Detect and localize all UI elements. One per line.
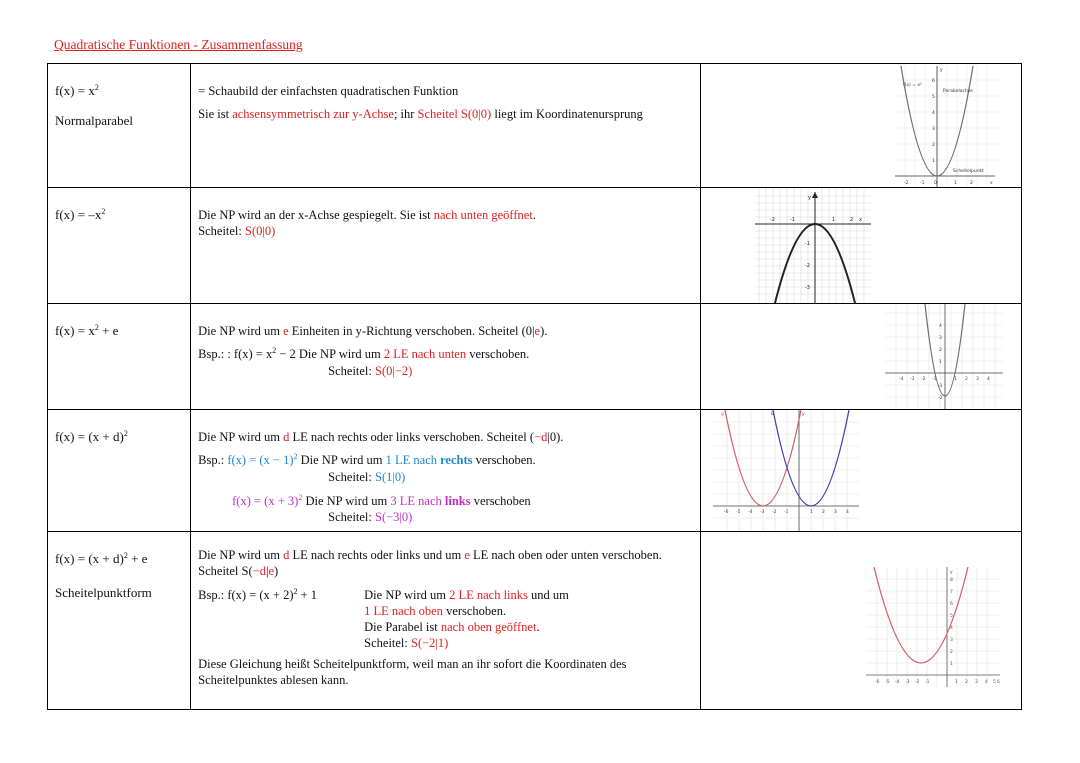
svg-text:3: 3 <box>833 510 837 515</box>
svg-text:4: 4 <box>986 377 990 382</box>
svg-text:-6: -6 <box>874 680 880 685</box>
formula: f(x) = x <box>55 83 95 98</box>
graph-cell <box>700 188 1021 304</box>
svg-text:-4: -4 <box>747 510 753 515</box>
table-row <box>48 64 1022 188</box>
normal-parabola-graph <box>895 64 998 187</box>
svg-text:x: x <box>989 181 993 186</box>
svg-text:-6: -6 <box>723 510 729 515</box>
svg-text:7: 7 <box>949 590 953 595</box>
svg-text:B: B <box>770 412 774 417</box>
exponent: 2 <box>123 551 128 560</box>
description-line: Die NP wird um d LE nach rechts oder links verschoben. Scheitel (−d|0). <box>198 430 564 444</box>
svg-text:-2: -2 <box>769 217 775 223</box>
svg-text:-1: -1 <box>783 510 789 515</box>
svg-text:3: 3 <box>938 336 942 341</box>
svg-text:5: 5 <box>949 614 953 619</box>
svg-text:3: 3 <box>949 638 953 643</box>
svg-text:1: 1 <box>953 377 957 382</box>
table-row <box>48 410 1022 532</box>
svg-text:-3: -3 <box>909 377 915 382</box>
svg-text:1: 1 <box>809 510 813 515</box>
svg-text:2: 2 <box>964 680 968 685</box>
svg-text:-2: -2 <box>771 510 777 515</box>
svg-text:2: 2 <box>964 377 968 382</box>
svg-text:2: 2 <box>938 348 942 353</box>
svg-text:4: 4 <box>949 626 953 631</box>
svg-text:-1: -1 <box>924 680 930 685</box>
svg-text:-1: -1 <box>931 377 937 382</box>
formula-tail: + e <box>98 323 119 338</box>
svg-text:2: 2 <box>969 181 973 186</box>
formula-cell <box>48 532 191 710</box>
horizontal-shift-graph <box>713 410 859 531</box>
description-cell <box>191 64 701 188</box>
graph-cell <box>700 532 1021 710</box>
inverted-parabola-graph <box>755 188 871 303</box>
description-line: Die NP wird um d LE nach rechts oder links und um e LE nach oben oder unten verschoben. Scheitel S(−d|e) <box>198 548 662 579</box>
svg-text:1: 1 <box>931 159 935 164</box>
svg-text:5: 5 <box>992 680 996 685</box>
description-cell <box>191 532 701 710</box>
svg-text:-2: -2 <box>914 680 920 685</box>
svg-text:8: 8 <box>949 578 953 583</box>
svg-text:6: 6 <box>996 680 1000 685</box>
svg-text:6: 6 <box>931 79 935 84</box>
svg-text:2: 2 <box>949 650 953 655</box>
graph-cell <box>700 64 1021 188</box>
example-line: Bsp.: $f(x) = (x - 1)^2$ Die NP wird um 1 LE nach rechts verschoben. <box>198 452 536 468</box>
svg-text:2: 2 <box>849 217 853 223</box>
svg-text:Scheitelpunkt: Scheitelpunkt <box>952 169 984 174</box>
svg-text:-2: -2 <box>920 377 926 382</box>
svg-text:1: 1 <box>938 360 942 365</box>
page-title: Quadratische Funktionen - Zusammenfassung <box>54 37 303 52</box>
svg-text:y: y <box>949 570 953 575</box>
example-block <box>198 586 694 651</box>
graph-cell <box>700 304 1021 410</box>
example-explanation: Die NP wird um 2 LE nach links und um 1 LE nach oben verschoben. Die Parabel ist nach oben geöffnet. Scheitel: S(−2|1) <box>364 587 569 651</box>
table-row <box>48 304 1022 410</box>
svg-text:3: 3 <box>974 680 978 685</box>
svg-text:-1: -1 <box>937 384 943 389</box>
formula: f(x) = (x + d) <box>55 551 124 566</box>
svg-text:y: y <box>939 68 943 73</box>
svg-text:0: 0 <box>933 181 937 186</box>
vertex-line: Scheitel: S(−3|0) <box>328 510 413 524</box>
svg-text:4: 4 <box>931 111 935 116</box>
svg-text:-5: -5 <box>884 680 890 685</box>
description-line: Sie ist achsensymmetrisch zur y-Achse; ihr Scheitel S(0|0) liegt im Koordinatenursprung <box>198 107 643 122</box>
example-line: $f(x) = (x + 3)^2$ Die NP wird um 3 LE nach links verschoben <box>232 492 531 508</box>
formula: f(x) = (x + d) <box>55 429 124 444</box>
formula-cell <box>48 64 191 188</box>
svg-text:4: 4 <box>938 324 942 329</box>
svg-text:6: 6 <box>949 602 953 607</box>
svg-text:y: y <box>801 412 805 417</box>
svg-text:3: 3 <box>931 127 935 132</box>
svg-text:1: 1 <box>949 662 953 667</box>
description-line: Die NP wird an der x-Achse gespiegelt. Sie ist nach unten geöffnet. <box>198 208 536 222</box>
svg-text:-3: -3 <box>804 285 810 291</box>
svg-text:y: y <box>807 195 811 201</box>
vertex-form-graph <box>866 567 1000 687</box>
description-cell <box>191 188 701 304</box>
formula-cell <box>48 410 191 532</box>
note: Diese Gleichung heißt Scheitelpunktform, weil man an ihr sofort die Koordinaten des Scheitelpunktes ablesen kann. <box>198 656 627 687</box>
svg-text:-4: -4 <box>898 377 904 382</box>
svg-text:-1: -1 <box>804 241 810 247</box>
svg-text:5: 5 <box>931 95 935 100</box>
formula-cell <box>48 304 191 410</box>
formula-tail: + e <box>127 551 148 566</box>
svg-text:f(x) = x²: f(x) = x² <box>902 83 922 88</box>
shifted-down-parabola-graph <box>885 304 1003 409</box>
svg-text:1: 1 <box>954 680 958 685</box>
svg-text:4: 4 <box>984 680 988 685</box>
vertex-line: Scheitel: S(1|0) <box>328 469 406 484</box>
svg-text:1: 1 <box>953 181 957 186</box>
table-row <box>48 188 1022 304</box>
svg-text:-2: -2 <box>903 181 909 186</box>
svg-text:-1: -1 <box>789 217 795 223</box>
table-row <box>48 532 1022 710</box>
description-line: Die NP wird um e Einheiten in y-Richtung verschoben. Scheitel (0|e). <box>198 324 548 338</box>
formula-cell <box>48 188 191 304</box>
summary-table <box>47 63 1022 710</box>
function-name: Scheitelpunktform <box>55 585 152 601</box>
formula: f(x) = –x <box>55 207 102 222</box>
description-cell <box>191 410 701 532</box>
exponent: 2 <box>123 429 128 438</box>
svg-text:x: x <box>858 217 862 223</box>
svg-text:-5: -5 <box>735 510 741 515</box>
svg-text:-2: -2 <box>937 396 943 401</box>
svg-text:-3: -3 <box>904 680 910 685</box>
formula: f(x) = x <box>55 323 95 338</box>
function-name: Normalparabel <box>55 113 133 129</box>
svg-text:4: 4 <box>845 510 849 515</box>
svg-text:Parabelachse: Parabelachse <box>942 89 973 94</box>
description-cell <box>191 304 701 410</box>
graph-cell <box>700 410 1021 532</box>
svg-text:2: 2 <box>931 143 935 148</box>
description-line: = Schaubild der einfachsten quadratischen Funktion <box>198 84 459 98</box>
svg-text:-2: -2 <box>804 263 810 269</box>
svg-text:-4: -4 <box>894 680 900 685</box>
vertex-line: Scheitel: S(0|−2) <box>328 363 413 378</box>
svg-text:-1: -1 <box>919 181 925 186</box>
svg-text:-3: -3 <box>759 510 765 515</box>
example-line: Bsp.: : $f(x) = x^2 - 2$ Die NP wird um 2 LE nach unten verschoben. <box>198 346 530 362</box>
vertex-line: Scheitel: S(0|0) <box>198 224 276 239</box>
exponent: 2 <box>94 323 99 332</box>
svg-text:2: 2 <box>821 510 825 515</box>
svg-text:1: 1 <box>831 217 835 223</box>
svg-text:g: g <box>720 412 724 417</box>
exponent: 2 <box>101 207 106 216</box>
example-formula: Bsp.: $f(x) = (x + 2)^2 + 1$ <box>198 586 318 602</box>
svg-text:3: 3 <box>975 377 979 382</box>
exponent: 2 <box>94 83 99 92</box>
